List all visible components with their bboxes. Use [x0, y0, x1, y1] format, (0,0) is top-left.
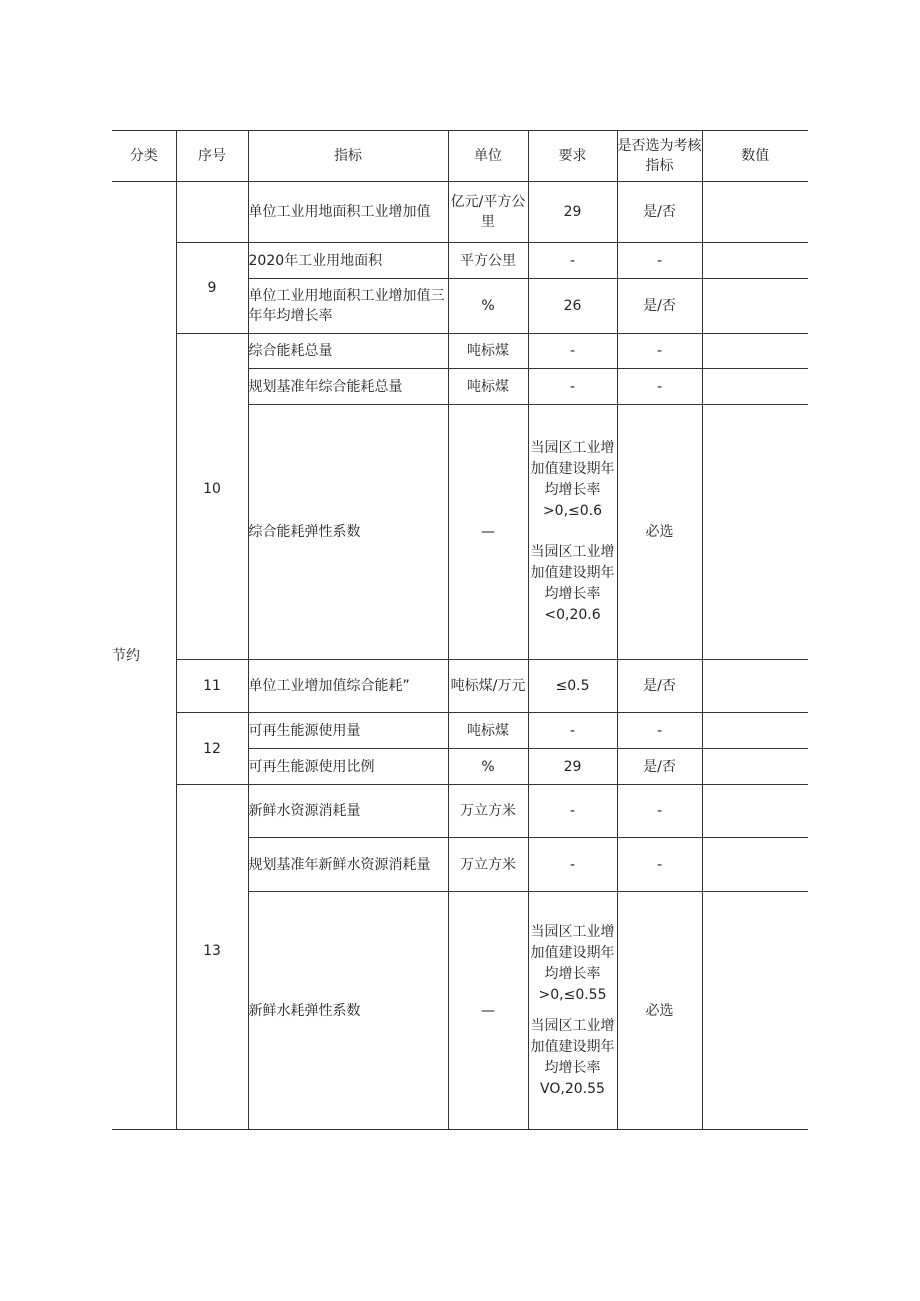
value-cell[interactable]	[702, 405, 808, 660]
indicator-cell: 综合能耗弹性系数	[248, 405, 448, 660]
seq-cell: 13	[176, 785, 248, 1130]
requirement-cell: -	[528, 713, 617, 749]
unit-cell: 平方公里	[448, 243, 528, 279]
table-row	[112, 243, 808, 279]
unit-cell: 吨标煤	[448, 713, 528, 749]
requirement-condition-a: 当园区工业增加值建设期年均增长率>0,≤0.55	[530, 923, 615, 1003]
requirement-cell: -	[528, 838, 617, 892]
unit-cell: 吨标煤	[448, 334, 528, 369]
assess-cell: -	[617, 838, 702, 892]
assess-cell: 是/否	[617, 660, 702, 713]
requirement-condition-b: 当园区工业增加值建设期年均增长率<0,20.6	[530, 544, 615, 623]
indicator-cell: 规划基准年新鲜水资源消耗量	[248, 838, 448, 892]
indicator-cell: 单位工业增加值综合能耗”	[248, 660, 448, 713]
indicator-cell: 可再生能源使用比例	[248, 749, 448, 785]
indicator-cell: 单位工业用地面积工业增加值三年年均增长率	[248, 279, 448, 334]
header-assess: 是否选为考核指标	[617, 131, 702, 182]
assess-cell: 必选	[617, 892, 702, 1130]
value-cell[interactable]	[702, 334, 808, 369]
assess-cell: -	[617, 369, 702, 405]
seq-cell	[176, 182, 248, 243]
indicator-table	[112, 130, 808, 1130]
header-category: 分类	[112, 131, 176, 182]
indicator-cell: 2020年工业用地面积	[248, 243, 448, 279]
table-header-row	[112, 131, 808, 182]
requirement-cell: -	[528, 334, 617, 369]
assess-cell: -	[617, 243, 702, 279]
assess-cell: 是/否	[617, 279, 702, 334]
assess-cell: -	[617, 713, 702, 749]
requirement-cell: 26	[528, 279, 617, 334]
header-unit: 单位	[448, 131, 528, 182]
requirement-condition-a: 当园区工业增加值建设期年均增长率>0,≤0.6	[530, 440, 615, 519]
requirement-cell: 29	[528, 182, 617, 243]
value-cell[interactable]	[702, 838, 808, 892]
value-cell[interactable]	[702, 713, 808, 749]
assess-cell: -	[617, 334, 702, 369]
category-cell: 节约	[112, 182, 176, 1130]
requirement-cell: -	[528, 785, 617, 838]
indicator-cell: 新鲜水耗弹性系数	[248, 892, 448, 1130]
unit-cell: —	[448, 405, 528, 660]
value-cell[interactable]	[702, 660, 808, 713]
value-cell[interactable]	[702, 369, 808, 405]
table-row	[112, 785, 808, 838]
seq-cell: 11	[176, 660, 248, 713]
value-cell[interactable]	[702, 279, 808, 334]
unit-cell: 万立方米	[448, 838, 528, 892]
unit-cell: 吨标煤	[448, 369, 528, 405]
seq-cell: 9	[176, 243, 248, 334]
value-cell[interactable]	[702, 749, 808, 785]
assess-cell: 必选	[617, 405, 702, 660]
indicator-cell: 可再生能源使用量	[248, 713, 448, 749]
header-seq: 序号	[176, 131, 248, 182]
value-cell[interactable]	[702, 785, 808, 838]
unit-cell: %	[448, 279, 528, 334]
indicator-cell: 规划基准年综合能耗总量	[248, 369, 448, 405]
table-row	[112, 182, 808, 243]
unit-cell: %	[448, 749, 528, 785]
assess-cell: 是/否	[617, 182, 702, 243]
requirement-cell: -	[528, 243, 617, 279]
seq-cell: 10	[176, 334, 248, 660]
unit-cell: 吨标煤/万元	[448, 660, 528, 713]
value-cell[interactable]	[702, 892, 808, 1130]
indicator-cell: 新鲜水资源消耗量	[248, 785, 448, 838]
unit-cell: 亿元/平方公里	[448, 182, 528, 243]
table-row	[112, 334, 808, 369]
header-value: 数值	[702, 131, 808, 182]
assess-cell: 是/否	[617, 749, 702, 785]
indicator-cell: 单位工业用地面积工业增加值	[248, 182, 448, 243]
requirement-cell: 29	[528, 749, 617, 785]
value-cell[interactable]	[702, 182, 808, 243]
requirement-cell	[528, 892, 617, 1130]
unit-cell: —	[448, 892, 528, 1130]
indicator-cell: 综合能耗总量	[248, 334, 448, 369]
table-row	[112, 660, 808, 713]
requirement-condition-b: 当园区工业增加值建设期年均增长率VO,20.55	[530, 1017, 615, 1097]
header-requirement: 要求	[528, 131, 617, 182]
requirement-cell: -	[528, 369, 617, 405]
seq-cell: 12	[176, 713, 248, 785]
assess-cell: -	[617, 785, 702, 838]
requirement-cell: ≤0.5	[528, 660, 617, 713]
value-cell[interactable]	[702, 243, 808, 279]
header-indicator: 指标	[248, 131, 448, 182]
table-row	[112, 713, 808, 749]
requirement-cell	[528, 405, 617, 660]
unit-cell: 万立方米	[448, 785, 528, 838]
